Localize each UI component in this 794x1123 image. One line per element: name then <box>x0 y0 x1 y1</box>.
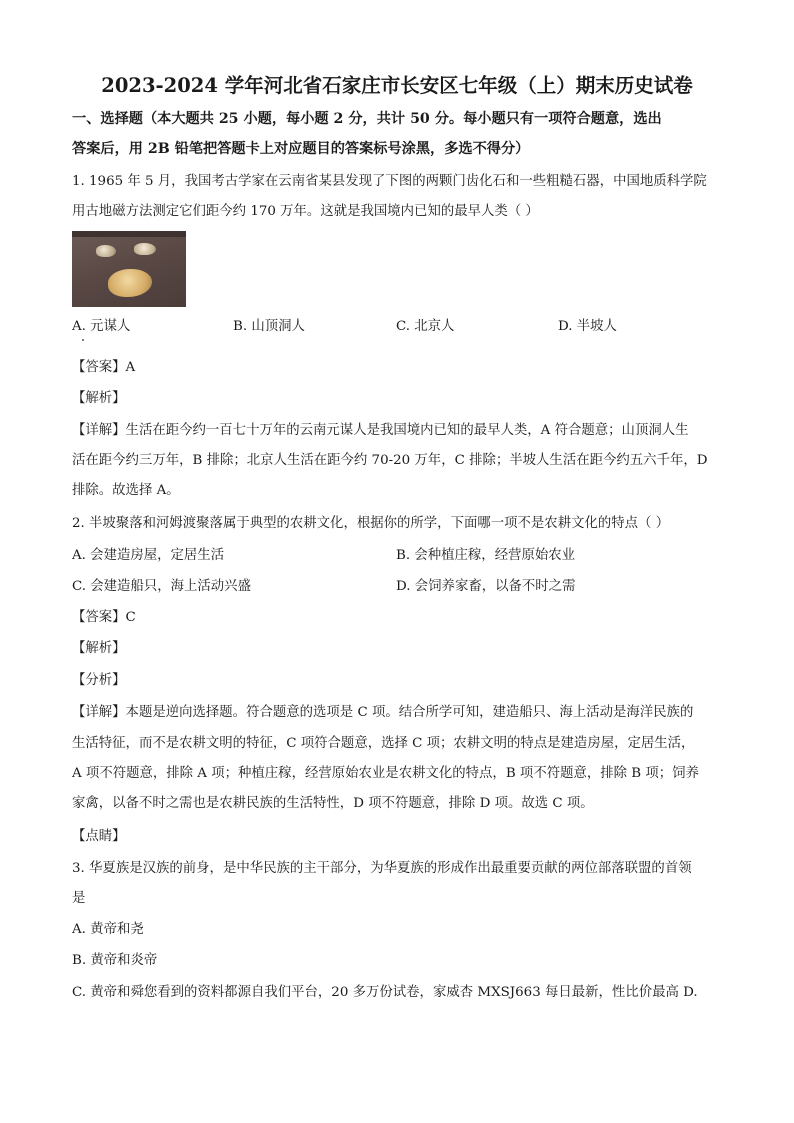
q3-stem-line-2: 是 <box>72 891 86 906</box>
q2-option-a: A. 会建造房屋，定居生活 <box>72 548 225 563</box>
q1-stem-line-2: 用古地磁方法测定它们距今约 170 万年。这就是我国境内已知的最早人类（ ） <box>72 204 539 219</box>
page-title: 2023-2024 学年河北省石家庄市长安区七年级（上）期末历史试卷 <box>101 74 693 97</box>
q2-stem: 2. 半坡聚落和河姆渡聚落属于典型的农耕文化，根据你的所学，下面哪一项不是农耕文化的特点（ ） <box>72 516 670 531</box>
q2-fenxi-label: 【分析】 <box>72 673 126 688</box>
q3-option-a: A. 黄帝和尧 <box>72 922 144 937</box>
q1-option-d: D. 半坡人 <box>558 319 617 334</box>
q1-detail-line-3: 排除。故选择 A。 <box>72 483 180 498</box>
q2-detail-line-3: A 项不符题意，排除 A 项；种植庄稼，经营原始农业是农耕文化的特点，B 项不符题意，排除 B 项；饲养 <box>72 766 699 781</box>
q3-stem-line-1: 3. 华夏族是汉族的前身，是中华民族的主干部分，为华夏族的形成作出最重要贡献的两位部落联盟的首领 <box>72 861 692 876</box>
stray-mark <box>82 339 84 341</box>
incisor-fossil-right <box>134 243 156 255</box>
section-instructions-line-2: 答案后，用 2B 铅笔把答题卡上对应题目的答案标号涂黑，多选不得分） <box>72 141 530 157</box>
q2-option-c: C. 会建造船只，海上活动兴盛 <box>72 579 251 594</box>
incisor-fossil-left <box>96 245 116 257</box>
fossil-stone-tools-photo <box>72 231 186 307</box>
q1-detail-line-1: 【详解】生活在距今约一百七十万年的云南元谋人是我国境内已知的最早人类，A 符合题意；山顶洞人生 <box>72 423 689 438</box>
q2-option-b: B. 会种植庄稼，经营原始农业 <box>396 548 576 563</box>
q3-option-c-with-watermark: C. 黄帝和舜您看到的资料都源自我们平台，20 多万份试卷，家威杏 MXSJ663 每日最新，性比价最高 D. <box>72 985 698 1000</box>
q3-option-b: B. 黄帝和炎帝 <box>72 953 158 968</box>
q2-detail-line-2: 生活特征，而不是农耕文明的特征，C 项符合题意，选择 C 项；农耕文明的特点是建造房屋，定居生活， <box>72 736 695 751</box>
q1-option-a: A. 元谋人 <box>72 319 131 334</box>
q2-analysis-label: 【解析】 <box>72 641 126 656</box>
stone-tool <box>108 269 152 297</box>
q1-analysis-label: 【解析】 <box>72 391 126 406</box>
q1-option-c: C. 北京人 <box>396 319 455 334</box>
q2-dianjing-label: 【点睛】 <box>72 829 126 844</box>
q1-answer: 【答案】A <box>72 360 136 375</box>
q2-detail-line-1: 【详解】本题是逆向选择题。符合题意的选项是 C 项。结合所学可知，建造船只、海上活动是海洋民族的 <box>72 705 694 720</box>
q1-stem-line-1: 1. 1965 年 5 月，我国考古学家在云南省某县发现了下图的两颗门齿化石和一些粗糙石器，中国地质科学院 <box>72 174 707 189</box>
section-instructions-line-1: 一、选择题（本大题共 25 小题，每小题 2 分，共计 50 分。每小题只有一项符合题意，选出 <box>72 111 662 127</box>
q2-detail-line-4: 家禽，以备不时之需也是农耕民族的生活特性，D 项不符题意，排除 D 项。故选 C 项。 <box>72 796 594 811</box>
q1-option-b: B. 山顶洞人 <box>233 319 305 334</box>
q2-answer: 【答案】C <box>72 610 136 625</box>
q2-option-d: D. 会饲养家畜，以备不时之需 <box>396 579 576 594</box>
q1-detail-line-2: 活在距今约三万年，B 排除；北京人生活在距今约 70-20 万年，C 排除；半坡人生活在距今约五六千年，D <box>72 453 708 468</box>
